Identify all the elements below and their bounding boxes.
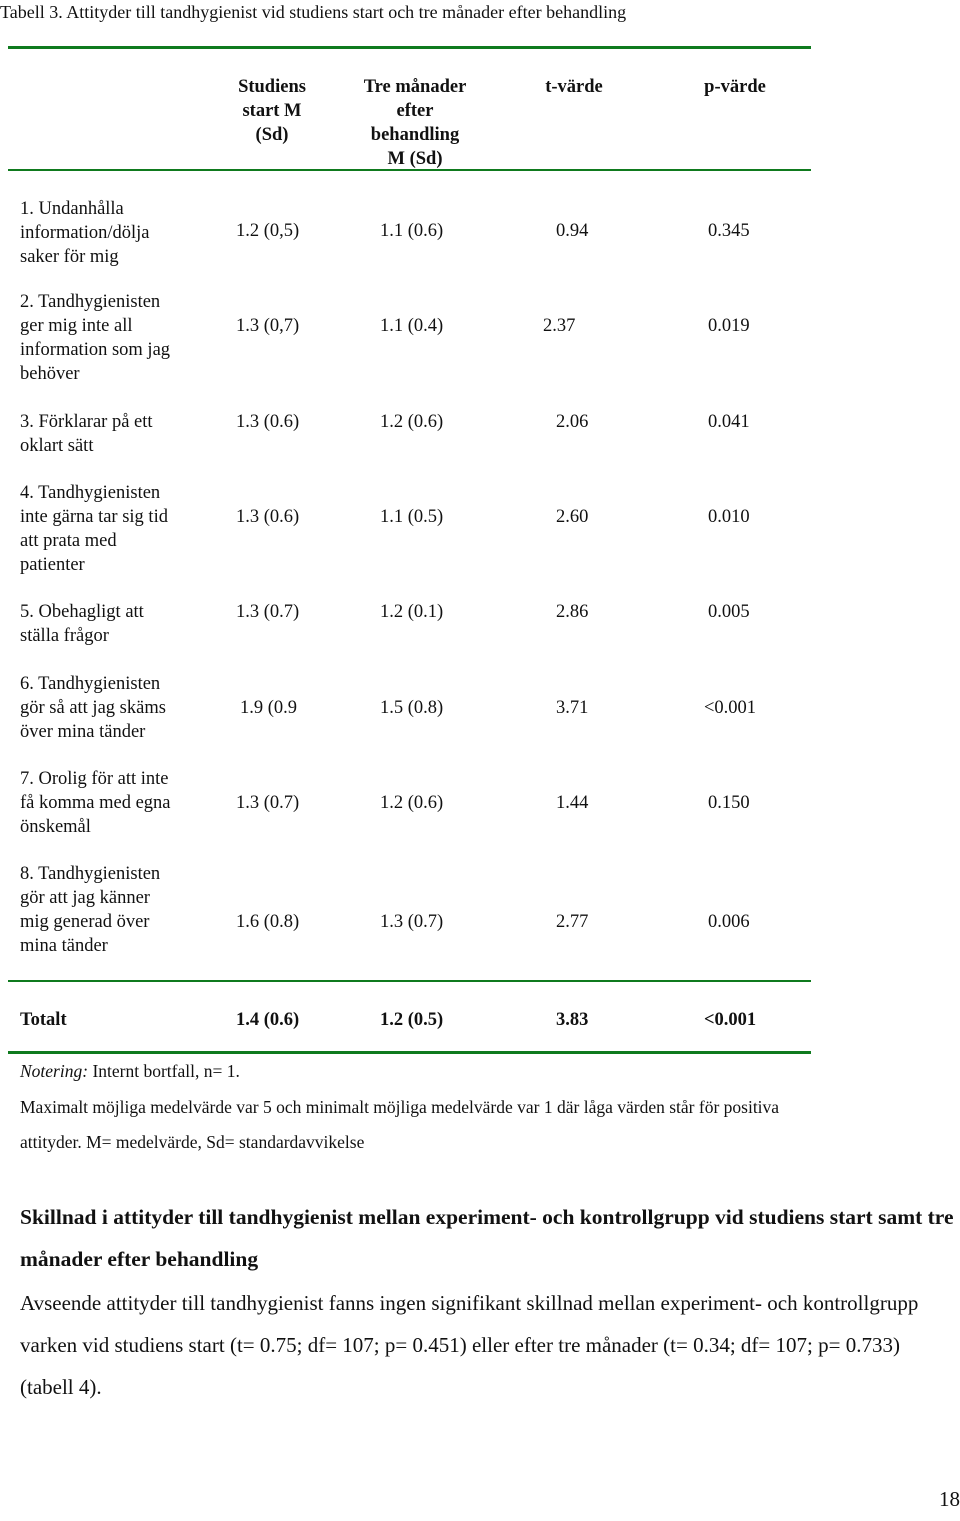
cell-after: 1.3 (0.7) bbox=[380, 912, 444, 932]
cell-start: 1.3 (0.7) bbox=[236, 793, 300, 813]
cell-t: 2.37 bbox=[543, 316, 576, 336]
cell-p: 0.010 bbox=[708, 507, 750, 527]
table-note bbox=[20, 1059, 240, 1083]
total-p: <0.001 bbox=[704, 1010, 757, 1030]
note-prefix: Notering: bbox=[20, 1061, 89, 1081]
cell-p: 0.041 bbox=[708, 412, 750, 432]
header-after-line: Tre månader bbox=[363, 77, 467, 97]
cell-p: 0.345 bbox=[708, 221, 750, 241]
cell-p: 0.150 bbox=[708, 793, 750, 813]
cell-start: 1.3 (0.6) bbox=[236, 507, 300, 527]
cell-start: 1.6 (0.8) bbox=[236, 912, 300, 932]
cell-after: 1.5 (0.8) bbox=[380, 698, 444, 718]
row-label: 8. Tandhygienisten gör att jag känner mig generad över mina tänder bbox=[20, 864, 161, 956]
cell-t: 3.71 bbox=[556, 698, 589, 718]
cell-start: 1.2 (0,5) bbox=[236, 221, 300, 241]
row-label: 6. Tandhygienisten gör så att jag skäms över mina tänder bbox=[20, 674, 166, 742]
section-heading: Skillnad i attityder till tandhygienist mellan experiment- och kontrollgrupp vid studiens start samt tre månader efter behandling bbox=[20, 1205, 954, 1271]
page-number: 18 bbox=[939, 1487, 960, 1511]
note-text: Internt bortfall, n= 1. bbox=[88, 1061, 240, 1081]
total-t: 3.83 bbox=[556, 1010, 589, 1030]
cell-start: 1.9 (0.9 bbox=[240, 698, 298, 718]
header-start bbox=[216, 75, 328, 147]
row-label: 1. Undanhålla information/dölja saker för mig bbox=[20, 199, 150, 267]
cell-t: 0.94 bbox=[556, 221, 589, 241]
cell-t: 2.06 bbox=[556, 412, 589, 432]
total-start: 1.4 (0.6) bbox=[236, 1010, 300, 1030]
header-t-value: t-värde bbox=[545, 77, 603, 97]
header-after bbox=[340, 75, 490, 171]
total-after: 1.2 (0.5) bbox=[380, 1010, 444, 1030]
table-caption: Tabell 3. Attityder till tandhygienist vid studiens start och tre månader efter behandling bbox=[0, 2, 627, 22]
header-start-line: Studiens bbox=[238, 77, 306, 97]
cell-start: 1.3 (0.7) bbox=[236, 602, 300, 622]
cell-after: 1.2 (0.1) bbox=[380, 602, 444, 622]
header-after-line: M (Sd) bbox=[387, 149, 443, 169]
row-label: 2. Tandhygienisten ger mig inte all information som jag behöver bbox=[20, 292, 171, 384]
cell-t: 1.44 bbox=[556, 793, 589, 813]
cell-after: 1.1 (0.4) bbox=[380, 316, 444, 336]
header-rule bbox=[8, 169, 811, 171]
row-label: 5. Obehagligt att ställa frågor bbox=[20, 602, 144, 646]
body-paragraph: Avseende attityder till tandhygienist fanns ingen signifikant skillnad mellan experiment- och kontrollgrupp varken vid studiens start (t= 0.75; df= 107; p= 0.451) eller efter tre månader (t= 0.34; df= 107; p= 0.733) (tabell 4). bbox=[20, 1291, 919, 1399]
cell-after: 1.1 (0.6) bbox=[380, 221, 444, 241]
total-rule bbox=[8, 980, 811, 982]
cell-t: 2.77 bbox=[556, 912, 589, 932]
header-start-line: start M bbox=[242, 101, 302, 121]
cell-after: 1.1 (0.5) bbox=[380, 507, 444, 527]
row-label: 3. Förklarar på ett oklart sätt bbox=[20, 412, 153, 456]
header-after-line: efter bbox=[396, 101, 434, 121]
cell-p: 0.019 bbox=[708, 316, 750, 336]
cell-t: 2.60 bbox=[556, 507, 589, 527]
header-after-line: behandling bbox=[370, 125, 460, 145]
cell-after: 1.2 (0.6) bbox=[380, 412, 444, 432]
cell-start: 1.3 (0.6) bbox=[236, 412, 300, 432]
table-note-line: Maximalt möjliga medelvärde var 5 och minimalt möjliga medelvärde var 1 där låga värden står för positiva bbox=[20, 1097, 780, 1117]
row-label: 4. Tandhygienisten inte gärna tar sig tid att prata med patienter bbox=[20, 483, 168, 575]
cell-p: 0.006 bbox=[708, 912, 750, 932]
header-start-line: (Sd) bbox=[255, 125, 289, 145]
cell-start: 1.3 (0,7) bbox=[236, 316, 300, 336]
row-label: 7. Orolig för att inte få komma med egna önskemål bbox=[20, 769, 171, 837]
table-note-line: attityder. M= medelvärde, Sd= standardavvikelse bbox=[20, 1132, 365, 1152]
cell-p: <0.001 bbox=[704, 698, 757, 718]
cell-p: 0.005 bbox=[708, 602, 750, 622]
table-bottom-rule bbox=[8, 1051, 811, 1054]
header-p-value: p-värde bbox=[704, 77, 766, 97]
cell-t: 2.86 bbox=[556, 602, 589, 622]
cell-after: 1.2 (0.6) bbox=[380, 793, 444, 813]
total-label: Totalt bbox=[20, 1010, 67, 1030]
table-top-rule bbox=[8, 46, 811, 49]
